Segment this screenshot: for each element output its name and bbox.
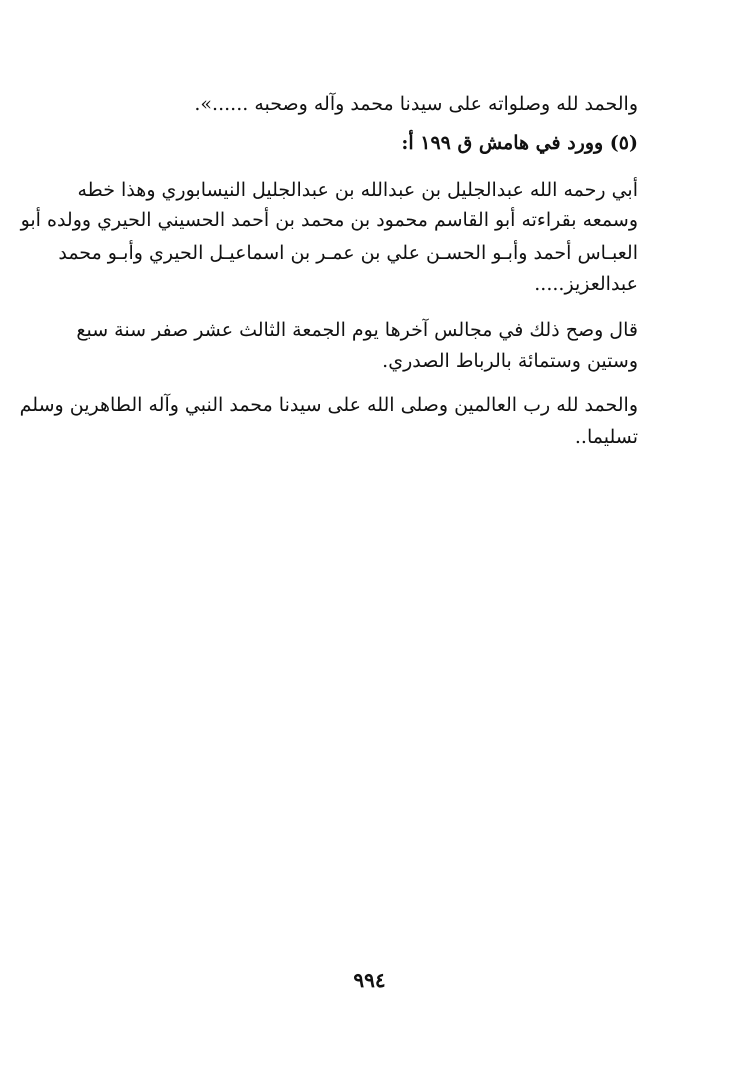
paragraph-line: عبدالعزيز..... [534, 273, 638, 295]
paragraph-line: قال وصح ذلك في مجالس آخرها يوم الجمعة الثالث عشر صفر سنة سبع [76, 319, 638, 341]
closing-praise-line: والحمد لله وصلواته على سيدنا محمد وآله وصحبه ......». [194, 93, 638, 115]
paragraph-line: العبـاس أحمد وأبـو الحسـن علي بن عمـر بن اسماعيـل الحيري وأبـو محمد [58, 242, 638, 264]
paragraph-line: أبي رحمه الله عبدالجليل بن عبدالله بن عبدالجليل النيسابوري وهذا خطه [77, 179, 638, 201]
margin-note-heading: (٥) وورد في هامش ق ١٩٩ أ: [401, 132, 638, 154]
paragraph-line: وستين وستمائة بالرباط الصدري. [382, 350, 638, 372]
paragraph-line: والحمد لله رب العالمين وصلى الله على سيدنا محمد النبي وآله الطاهرين وسلم [19, 394, 638, 416]
paragraph-line: وسمعه بقراءته أبو القاسم محمود بن محمد بن أحمد الحسيني الحيري وولده أبو [20, 209, 638, 231]
page-number: ٩٩٤ [353, 968, 386, 992]
paragraph-line: تسليما.. [574, 426, 638, 448]
